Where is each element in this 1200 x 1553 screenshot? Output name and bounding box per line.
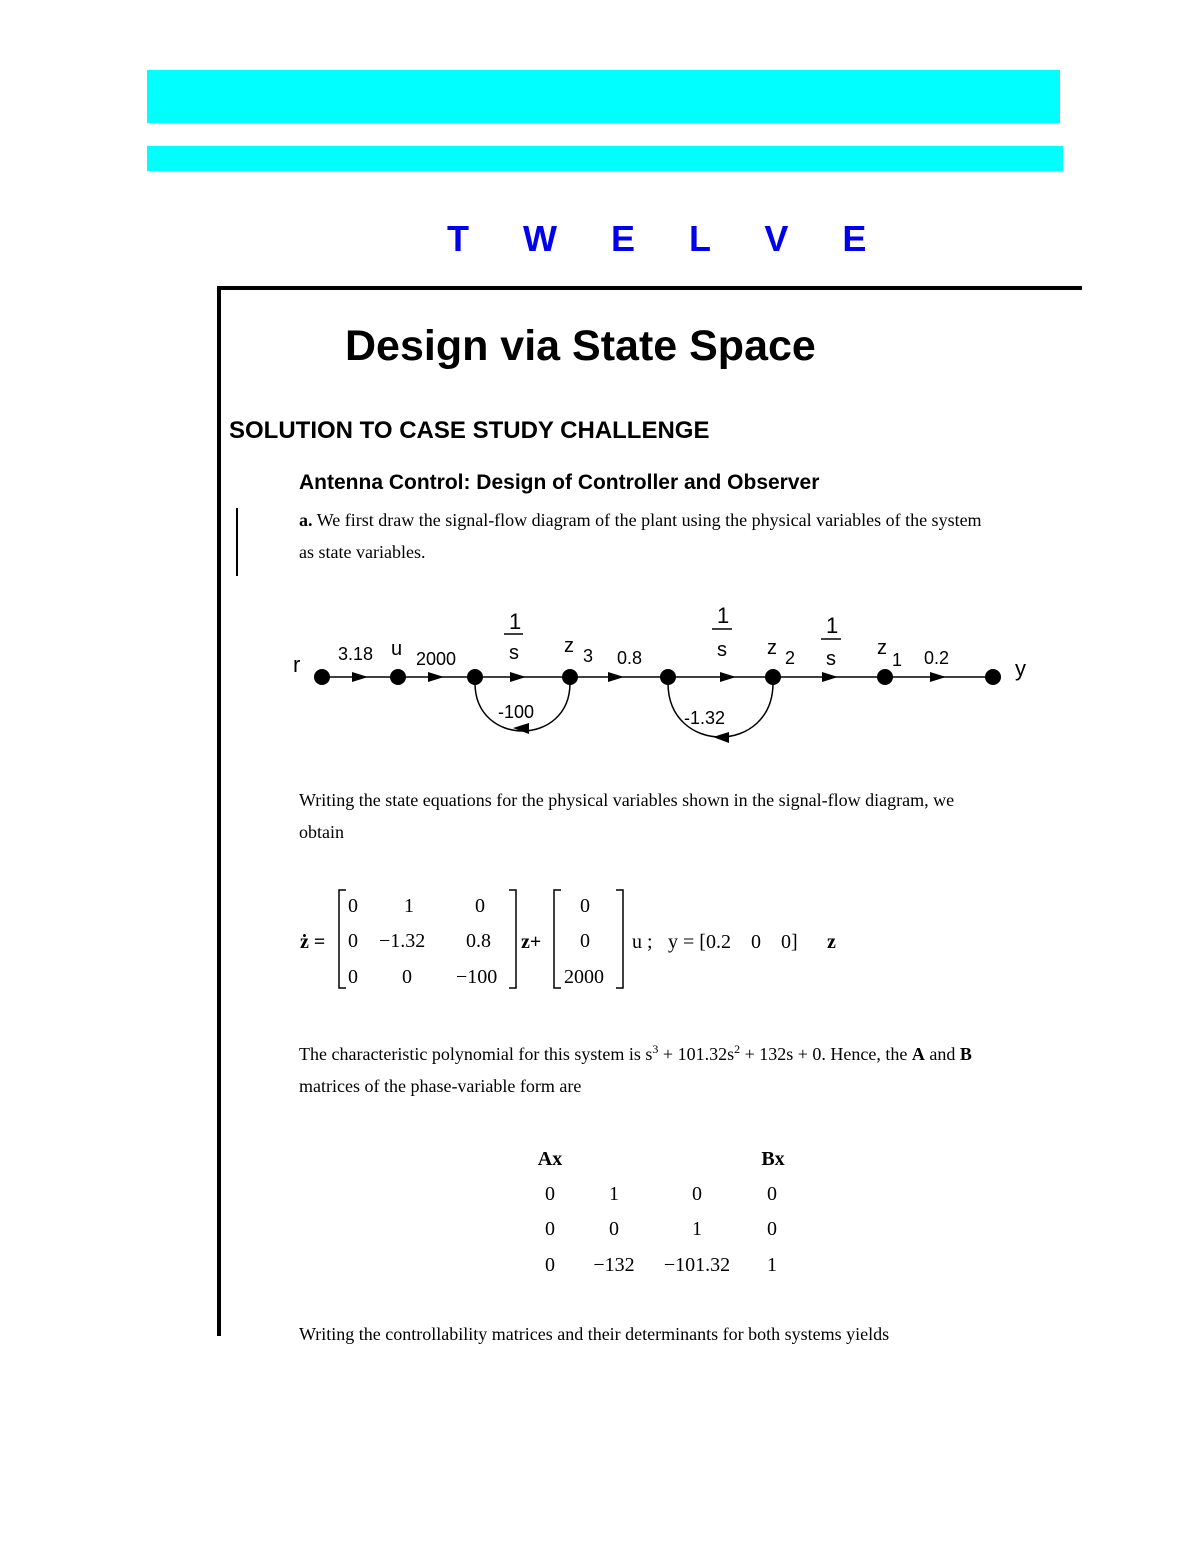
subsection-heading: Antenna Control: Design of Controller and Observer — [299, 471, 820, 494]
a-cell: 0 — [348, 930, 358, 952]
part-a-text: We first draw the signal-flow diagram of the plant using the physical variables of the system — [316, 510, 982, 530]
a-cell: −100 — [456, 966, 498, 988]
table-cell: 0 — [609, 1218, 619, 1240]
a-cell: −1.32 — [379, 930, 426, 952]
a-cell: 0 — [402, 966, 412, 988]
gain-3-18: 3.18 — [338, 644, 374, 664]
u-term: u ; — [632, 931, 653, 953]
feedback-arrow-2 — [713, 732, 729, 743]
node-integrator-2-in — [660, 669, 676, 685]
feedback-gain-1: -100 — [498, 702, 535, 722]
table-cell: 0 — [767, 1218, 777, 1240]
table-cell: 0 — [545, 1254, 555, 1276]
gain-2000: 2000 — [416, 649, 457, 669]
table-cell: 0 — [545, 1183, 555, 1205]
u-label: u — [391, 638, 403, 660]
integrator-2-num: 1 — [717, 603, 730, 628]
matrix-b-left-bracket — [554, 890, 561, 988]
table-header-ax: Ax — [537, 1148, 563, 1170]
table-header-bx: Bx — [761, 1148, 785, 1170]
exponent-2: 2 — [734, 1042, 741, 1056]
char-poly-line1 — [299, 1038, 1059, 1070]
b-cell: 2000 — [564, 966, 604, 988]
a-cell: 0 — [348, 895, 358, 917]
node-r — [314, 669, 330, 685]
controllability-paragraph: Writing the controllability matrices and their determinants for both systems yields — [299, 1324, 890, 1344]
char-poly-text-b: + 101.32s — [658, 1044, 735, 1064]
signal-flow-diagram — [280, 595, 1060, 755]
z1-subscript: 1 — [892, 650, 903, 670]
page-title: Design via State Space — [345, 322, 816, 370]
z-dot-lhs: ż = — [300, 931, 326, 953]
node-integrator-1-in — [467, 669, 483, 685]
state-equations-paragraph — [299, 784, 1059, 848]
state-eq-line2: obtain — [299, 822, 344, 842]
node-y — [985, 669, 1001, 685]
node-z2 — [765, 669, 781, 685]
feedback-arrow-1 — [513, 723, 529, 734]
header-band-top — [147, 70, 1060, 123]
part-a-label: a. — [299, 510, 313, 530]
b-cell: 0 — [580, 930, 590, 952]
part-a-paragraph — [299, 504, 1059, 568]
node-u — [390, 669, 406, 685]
chapter-label: T W E L V E — [447, 218, 889, 259]
table-cell: 1 — [609, 1183, 619, 1205]
a-cell: 0 — [475, 895, 485, 917]
matrix-b-ref: B — [959, 1044, 972, 1064]
gain-0-2: 0.2 — [924, 648, 950, 668]
table-cell: −101.32 — [663, 1254, 731, 1276]
a-cell: 1 — [404, 895, 414, 917]
exponent-3: 3 — [652, 1042, 659, 1056]
matrix-b-right-bracket — [616, 890, 623, 988]
header-band-bottom — [147, 146, 1063, 171]
z1-label: z — [877, 637, 887, 659]
integrator-1-num: 1 — [509, 609, 522, 634]
input-label: r — [293, 652, 301, 677]
phase-variable-table — [520, 1140, 820, 1280]
node-z1 — [877, 669, 893, 685]
char-poly-line2: matrices of the phase-variable form are — [299, 1076, 582, 1096]
node-z3 — [562, 669, 578, 685]
z-end: z — [827, 931, 836, 953]
table-cell: 0 — [767, 1183, 777, 1205]
part-a-line2: as state variables. — [299, 542, 426, 562]
section-heading: SOLUTION TO CASE STUDY CHALLENGE — [229, 417, 710, 444]
integrator-2-den: s — [717, 639, 727, 661]
output-equation: y = [0.2 0 0] — [668, 931, 798, 953]
a-cell: 0.8 — [466, 930, 491, 952]
margin-change-bar — [236, 508, 238, 576]
part-a-line1 — [299, 504, 1059, 536]
state-eq-line1: Writing the state equations for the physical variables shown in the signal-flow diagram, we — [299, 790, 955, 810]
table-cell: −132 — [593, 1254, 635, 1276]
state-equation — [296, 884, 856, 996]
integrator-3-num: 1 — [826, 613, 839, 638]
b-cell: 0 — [580, 895, 590, 917]
integrator-1-den: s — [509, 642, 519, 664]
left-rule — [217, 286, 221, 1336]
table-cell: 1 — [692, 1218, 702, 1240]
z3-label: z — [564, 635, 574, 657]
char-poly-text-a: The characteristic polynomial for this system is s — [299, 1044, 653, 1064]
gain-0-8: 0.8 — [617, 648, 643, 668]
char-poly-and: and — [924, 1044, 960, 1064]
char-poly-text-c: + 132s + 0. Hence, the — [740, 1044, 912, 1064]
z3-subscript: 3 — [583, 646, 594, 666]
char-poly-paragraph — [299, 1038, 1059, 1102]
table-cell: 1 — [767, 1254, 777, 1276]
feedback-gain-2: -1.32 — [684, 708, 726, 728]
matrix-a-left-bracket — [339, 890, 346, 988]
top-rule — [217, 286, 1082, 290]
table-cell: 0 — [692, 1183, 702, 1205]
z-plus: z+ — [521, 931, 542, 953]
integrator-3-den: s — [826, 648, 836, 670]
table-cell: 0 — [545, 1218, 555, 1240]
matrix-a-right-bracket — [509, 890, 516, 988]
a-cell: 0 — [348, 966, 358, 988]
z2-label: z — [767, 637, 777, 659]
matrix-a-ref: A — [911, 1044, 925, 1064]
output-label: y — [1015, 656, 1026, 681]
z2-subscript: 2 — [785, 648, 796, 668]
